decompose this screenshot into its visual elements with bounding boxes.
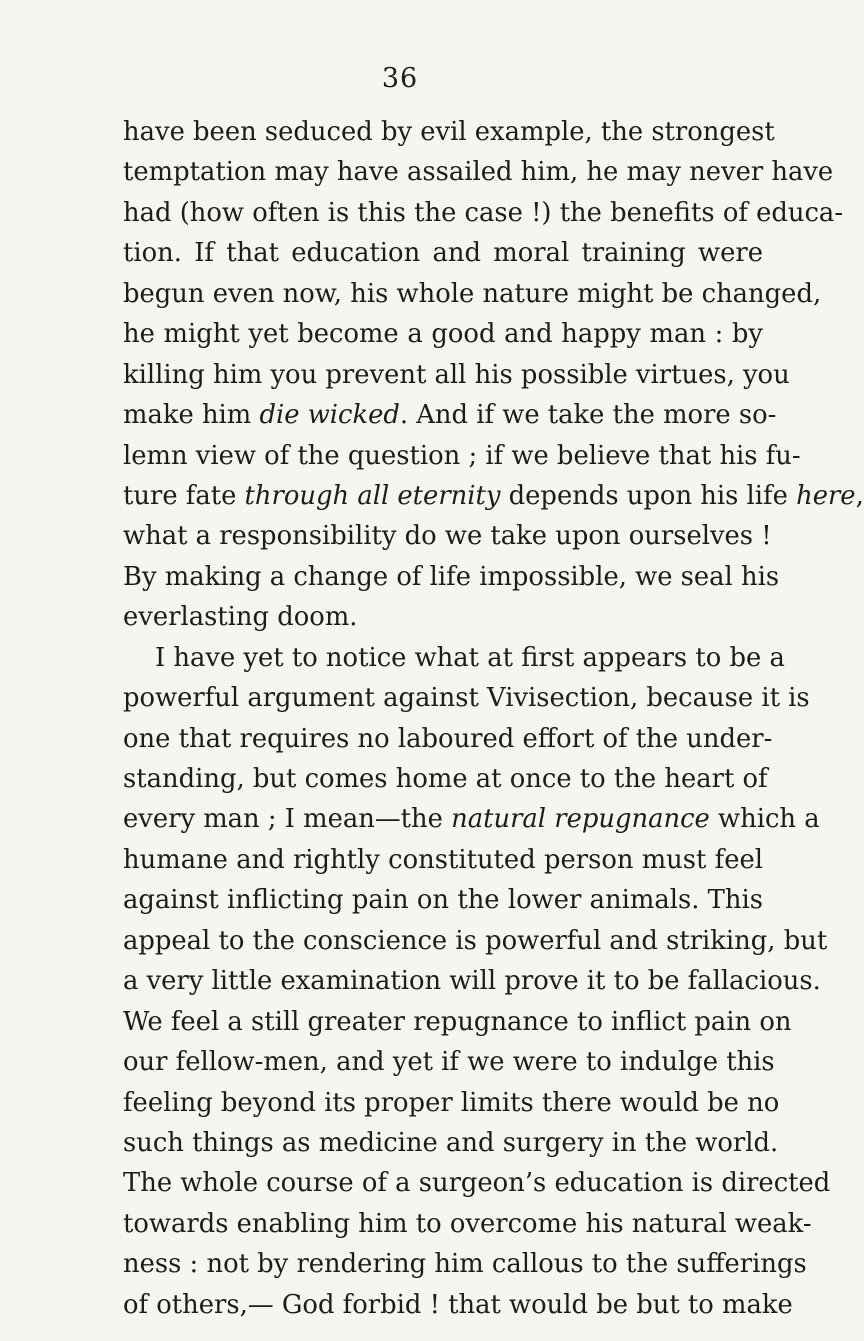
text-line: he might yet become a good and happy man : by — [123, 319, 763, 350]
text-line: feeling beyond its proper limits there would be no — [123, 1087, 780, 1118]
text-line: By making a change of life impossible, we seal his — [123, 561, 780, 592]
text-line: everlasting doom. — [123, 602, 358, 633]
text-line: lemn view of the question ; if we believe that his fu- — [123, 440, 801, 471]
text-line: have been seduced by evil example, the strongest — [123, 117, 775, 147]
text-line: standing, but comes home at once to the heart of — [123, 764, 768, 794]
text-line: humane and rightly constituted person must feel — [123, 844, 763, 875]
body-text — [123, 112, 864, 1325]
text-line: We feel a still greater repugnance to inflict pain on — [123, 1006, 792, 1037]
text-line: appeal to the conscience is powerful and striking, but — [123, 925, 828, 956]
text-line: begun even now, his whole nature might be changed, — [123, 278, 822, 309]
paragraph-start-line: I have yet to notice what at first appears to be a — [155, 642, 785, 673]
text-line: tion. If that education and moral training were — [123, 238, 763, 269]
italic-phrase: natural repugnance — [451, 804, 710, 835]
italic-phrase: through all eternity — [244, 480, 501, 511]
italic-phrase: here — [796, 480, 856, 511]
text-line: powerful argument against Vivisection, because it is — [123, 683, 810, 714]
text-line: a very little examination will prove it to be fallacious. — [123, 966, 821, 997]
text-line: ness : not by rendering him callous to the sufferings — [123, 1249, 807, 1280]
italic-phrase: die wicked — [259, 400, 400, 431]
text-line: make him die wicked. And if we take the more so- — [123, 400, 777, 431]
text-line: one that requires no laboured effort of the under- — [123, 723, 773, 754]
text-line: The whole course of a surgeon’s education is directed — [123, 1168, 831, 1199]
text-line: what a responsibility do we take upon ourselves ! — [123, 521, 772, 552]
text-line: ture fate through all eternity depends upon his life here, — [123, 480, 864, 511]
text-line: had (how often is this the case !) the benefits of educa- — [123, 197, 844, 228]
text-line: against inflicting pain on the lower animals. This — [123, 885, 763, 916]
text-line: of others,— God forbid ! that would be but to make — [123, 1289, 793, 1320]
text-line: every man ; I mean—the natural repugnance which a — [123, 804, 820, 835]
text-line: killing him you prevent all his possible virtues, you — [123, 359, 790, 390]
text-line: such things as medicine and surgery in the world. — [123, 1127, 779, 1158]
text-line: towards enabling him to overcome his natural weak- — [123, 1208, 812, 1239]
text-line: our fellow-men, and yet if we were to indulge this — [123, 1047, 775, 1078]
page-number: 36 — [381, 63, 419, 94]
text-line: temptation may have assailed him, he may never have — [123, 157, 834, 188]
